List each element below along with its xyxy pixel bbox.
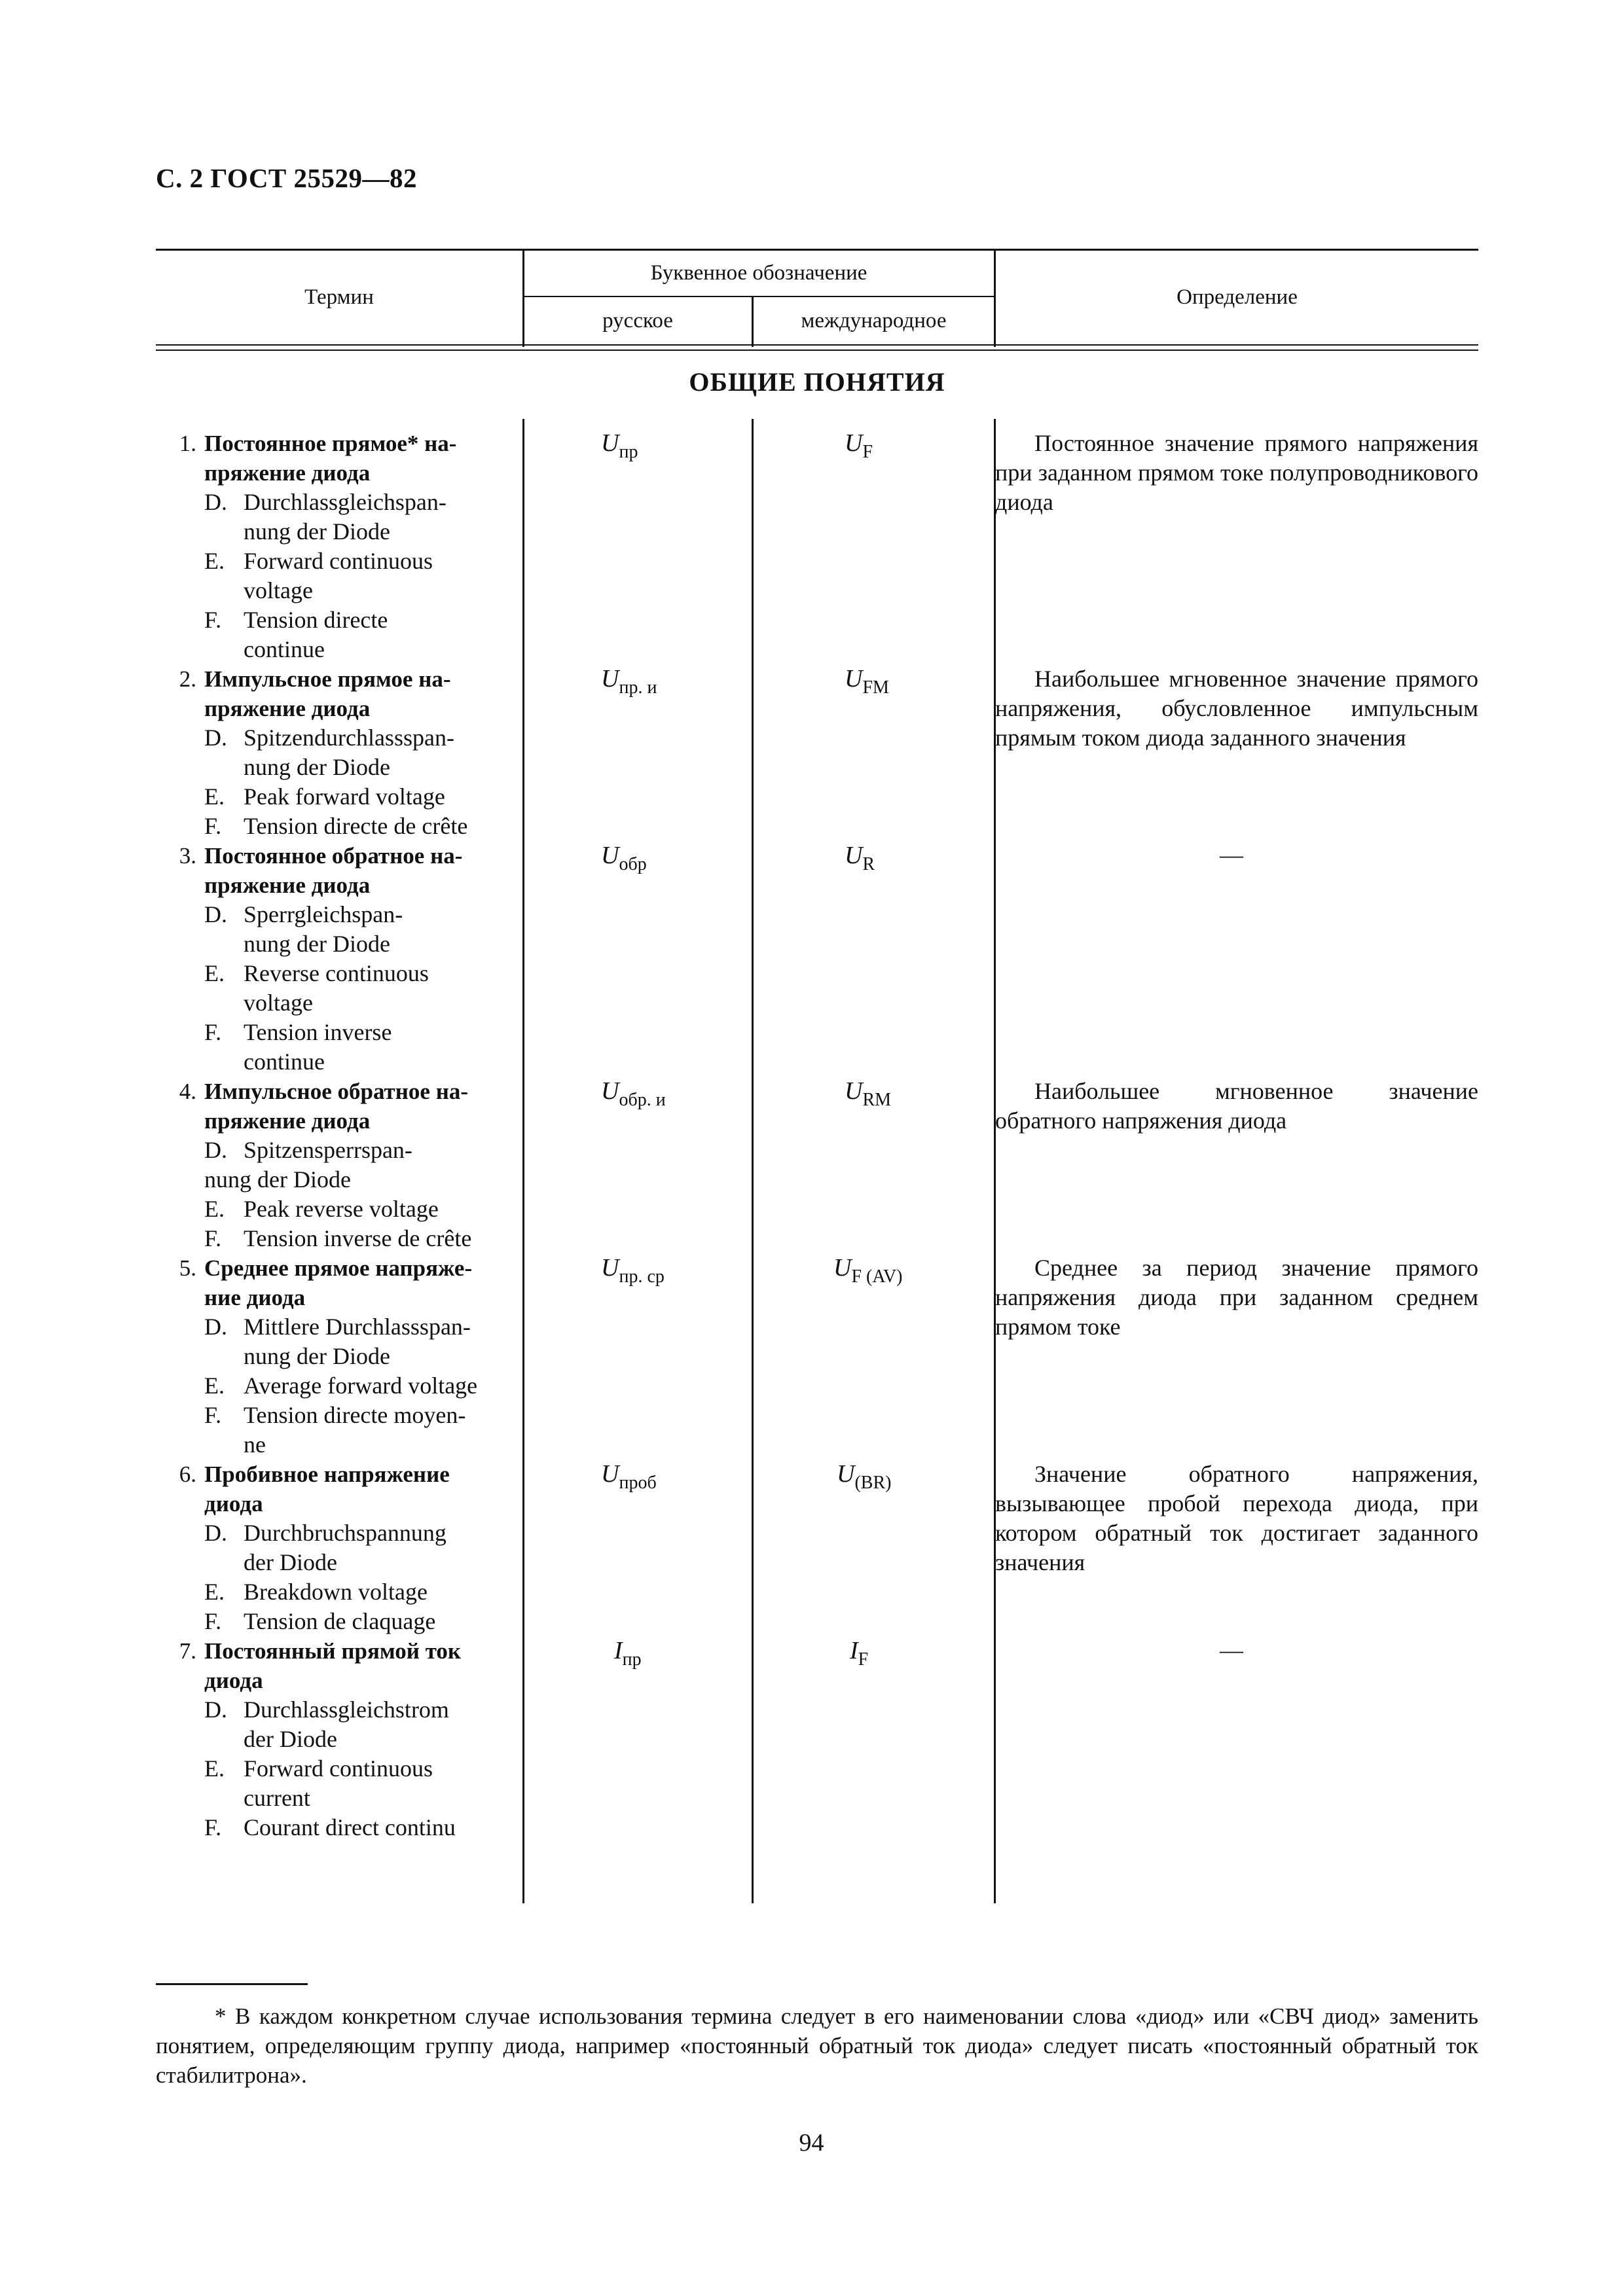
translation-fr: F. Tension inverse de crête [204, 1225, 472, 1251]
translation-de: D. Durchlassgleichspan- [204, 489, 447, 515]
term-number: 7. [179, 1638, 196, 1664]
term-name-line: Среднее прямое напряже- [204, 1255, 473, 1281]
international-symbol: $U_{FM}$ [845, 665, 889, 698]
definition-text: Наибольшее мгновенное значение обратного напряжения диода [995, 1078, 1478, 1134]
russian-symbol: $U_{пр. и}$ [601, 665, 657, 698]
translation-fr: F. Tension directe [204, 607, 388, 633]
term-name-line: пряжение диода [204, 872, 371, 898]
footnote: * В каждом конкретном случае использования термина следует в его наименовании слова «диод» или «СВЧ диод» заменить понятием, определяющим группу диода, например «постоянный обратный ток диода» следует писать «постоянный обратный ток стабилитрона». [156, 2003, 1478, 2088]
header-bottom-rule-1 [156, 344, 1478, 346]
section-title: ОБЩИЕ ПОНЯТИЯ [689, 367, 945, 397]
term-name-line: Постоянное обратное на- [204, 843, 463, 869]
header-russian: русское [602, 309, 673, 332]
translation-de: D. Spitzensperrspan- [204, 1137, 412, 1163]
header-definition: Определение [1176, 285, 1298, 309]
body-col-divider-1 [522, 419, 524, 1903]
translation-en: E. Forward continuous [204, 548, 433, 574]
term-number: 1. [179, 431, 196, 456]
term-number: 5. [179, 1255, 196, 1281]
term-name-line: диода [204, 1491, 263, 1516]
body-col-divider-3 [994, 419, 996, 1903]
translation-de: D. Durchlassgleichstrom [204, 1696, 449, 1723]
translation-en: E. Peak reverse voltage [204, 1196, 439, 1222]
translation-de: D. Mittlere Durchlassspan- [204, 1314, 471, 1340]
translation-fr: F. Tension de claquage [204, 1608, 436, 1634]
term-number: 2. [179, 666, 196, 692]
term-cell: 7. Постоянный прямой ток диода D. Durchlassgleichstrom der Diode E. Forward continuous current F. Courant direct continu [156, 1636, 509, 1842]
header-term: Термин [304, 285, 374, 309]
term-name-line: ние диода [204, 1285, 306, 1310]
translation-de: D. Sperrgleichspan- [204, 901, 403, 927]
term-cell: 4. Импульсное обратное на- пряжение диода D. Spitzensperrspan- nung der Diode E. Peak reverse voltage F. Tension inverse de crête [156, 1077, 509, 1253]
russian-symbol: $U_{обр. и}$ [601, 1077, 666, 1110]
russian-symbol: $U_{пр. ср}$ [601, 1254, 665, 1287]
translation-fr: F. Courant direct continu [204, 1814, 456, 1840]
term-cell: 3. Постоянное обратное на- пряжение диода D. Sperrgleichspan- nung der Diode E. Reverse continuous voltage F. Tension inverse continue [156, 841, 509, 1077]
translation-de: D. Durchbruchspannung [204, 1520, 447, 1546]
definition-text: Среднее за период значение прямого напряжения диода при заданном среднем прямом токе [995, 1255, 1478, 1340]
term-number: 4. [179, 1079, 196, 1104]
russian-symbol: $U_{проб}$ [601, 1460, 657, 1493]
term-name-line: диода [204, 1668, 263, 1693]
term-number: 6. [179, 1462, 196, 1487]
definition-dash: — [1220, 1637, 1243, 1663]
page-header: С. 2 ГОСТ 25529—82 [156, 163, 418, 193]
translation-fr: F. Tension inverse [204, 1019, 392, 1045]
definition-dash: — [1220, 842, 1243, 868]
russian-symbol: $I_{пр}$ [614, 1637, 642, 1670]
header-sub-rule [524, 296, 995, 297]
term-cell: 2. Импульсное прямое на- пряжение диода D. Spitzendurchlassspan- nung der Diode E. Peak forward voltage F. Tension directe de crête [156, 664, 509, 841]
term-name-line: Импульсное прямое на- [204, 666, 451, 692]
international-symbol: $U_R$ [845, 842, 875, 874]
international-symbol: $U_{RM}$ [845, 1077, 892, 1110]
footnote-rule [156, 1983, 308, 1985]
definition-text: Постоянное значение прямого напряжения при заданном прямом токе полупроводникового диода [995, 430, 1478, 515]
translation-fr: F. Tension directe de crête [204, 813, 468, 839]
translation-de: D. Spitzendurchlassspan- [204, 725, 454, 751]
international-symbol: $U_F$ [845, 429, 873, 462]
header-international: международное [801, 309, 947, 332]
term-name-line: пряжение диода [204, 696, 371, 721]
international-symbol: $U_{F (AV)}$ [833, 1254, 903, 1287]
term-cell: 5. Среднее прямое напряже- ние диода D. Mittlere Durchlassspan- nung der Diode E. Average forward voltage F. Tension directe moyen- ne [156, 1253, 509, 1460]
page-number: 94 [799, 2129, 824, 2157]
definition-text: Наибольшее мгновенное значение прямого напряжения, обусловленное импульсным прямым током диода заданного значения [995, 666, 1478, 751]
term-number: 3. [179, 843, 196, 869]
translation-en: E. Forward continuous [204, 1755, 433, 1782]
body-col-divider-2 [752, 419, 754, 1903]
international-symbol: $U_{(BR)}$ [837, 1460, 892, 1493]
term-name-line: пряжение диода [204, 460, 371, 486]
international-symbol: $I_F$ [850, 1637, 869, 1670]
header-bottom-rule-2 [156, 350, 1478, 351]
translation-en: E. Peak forward voltage [204, 783, 445, 810]
definition-text: Значение обратного напряжения, вызывающее пробой перехода диода, при котором обратный ток достигает заданного значения [995, 1461, 1478, 1575]
translation-en: E. Breakdown voltage [204, 1579, 428, 1605]
term-name-line: Пробивное напряжение [204, 1462, 450, 1487]
russian-symbol: $U_{обр}$ [601, 842, 647, 874]
translation-fr: F. Tension directe moyen- [204, 1402, 466, 1428]
term-name-line: Постоянный прямой ток [204, 1638, 462, 1664]
translation-en: E. Reverse continuous [204, 960, 429, 986]
term-name-line: Постоянное прямое* на- [204, 431, 457, 456]
term-name-line: Импульсное обратное на- [204, 1079, 469, 1104]
term-cell: 1. Постоянное прямое* на- пряжение диода D. Durchlassgleichspan- nung der Diode E. Forward continuous voltage F. Tension directe continue [156, 429, 509, 664]
term-cell: 6. Пробивное напряжение диода D. Durchbruchspannung der Diode E. Breakdown voltage F. Tension de claquage [156, 1460, 509, 1636]
term-name-line: пряжение диода [204, 1108, 371, 1134]
header-letter-designation: Буквенное обозначение [650, 261, 867, 285]
russian-symbol: $U_{пр}$ [601, 429, 638, 462]
translation-en: E. Average forward voltage [204, 1372, 478, 1399]
